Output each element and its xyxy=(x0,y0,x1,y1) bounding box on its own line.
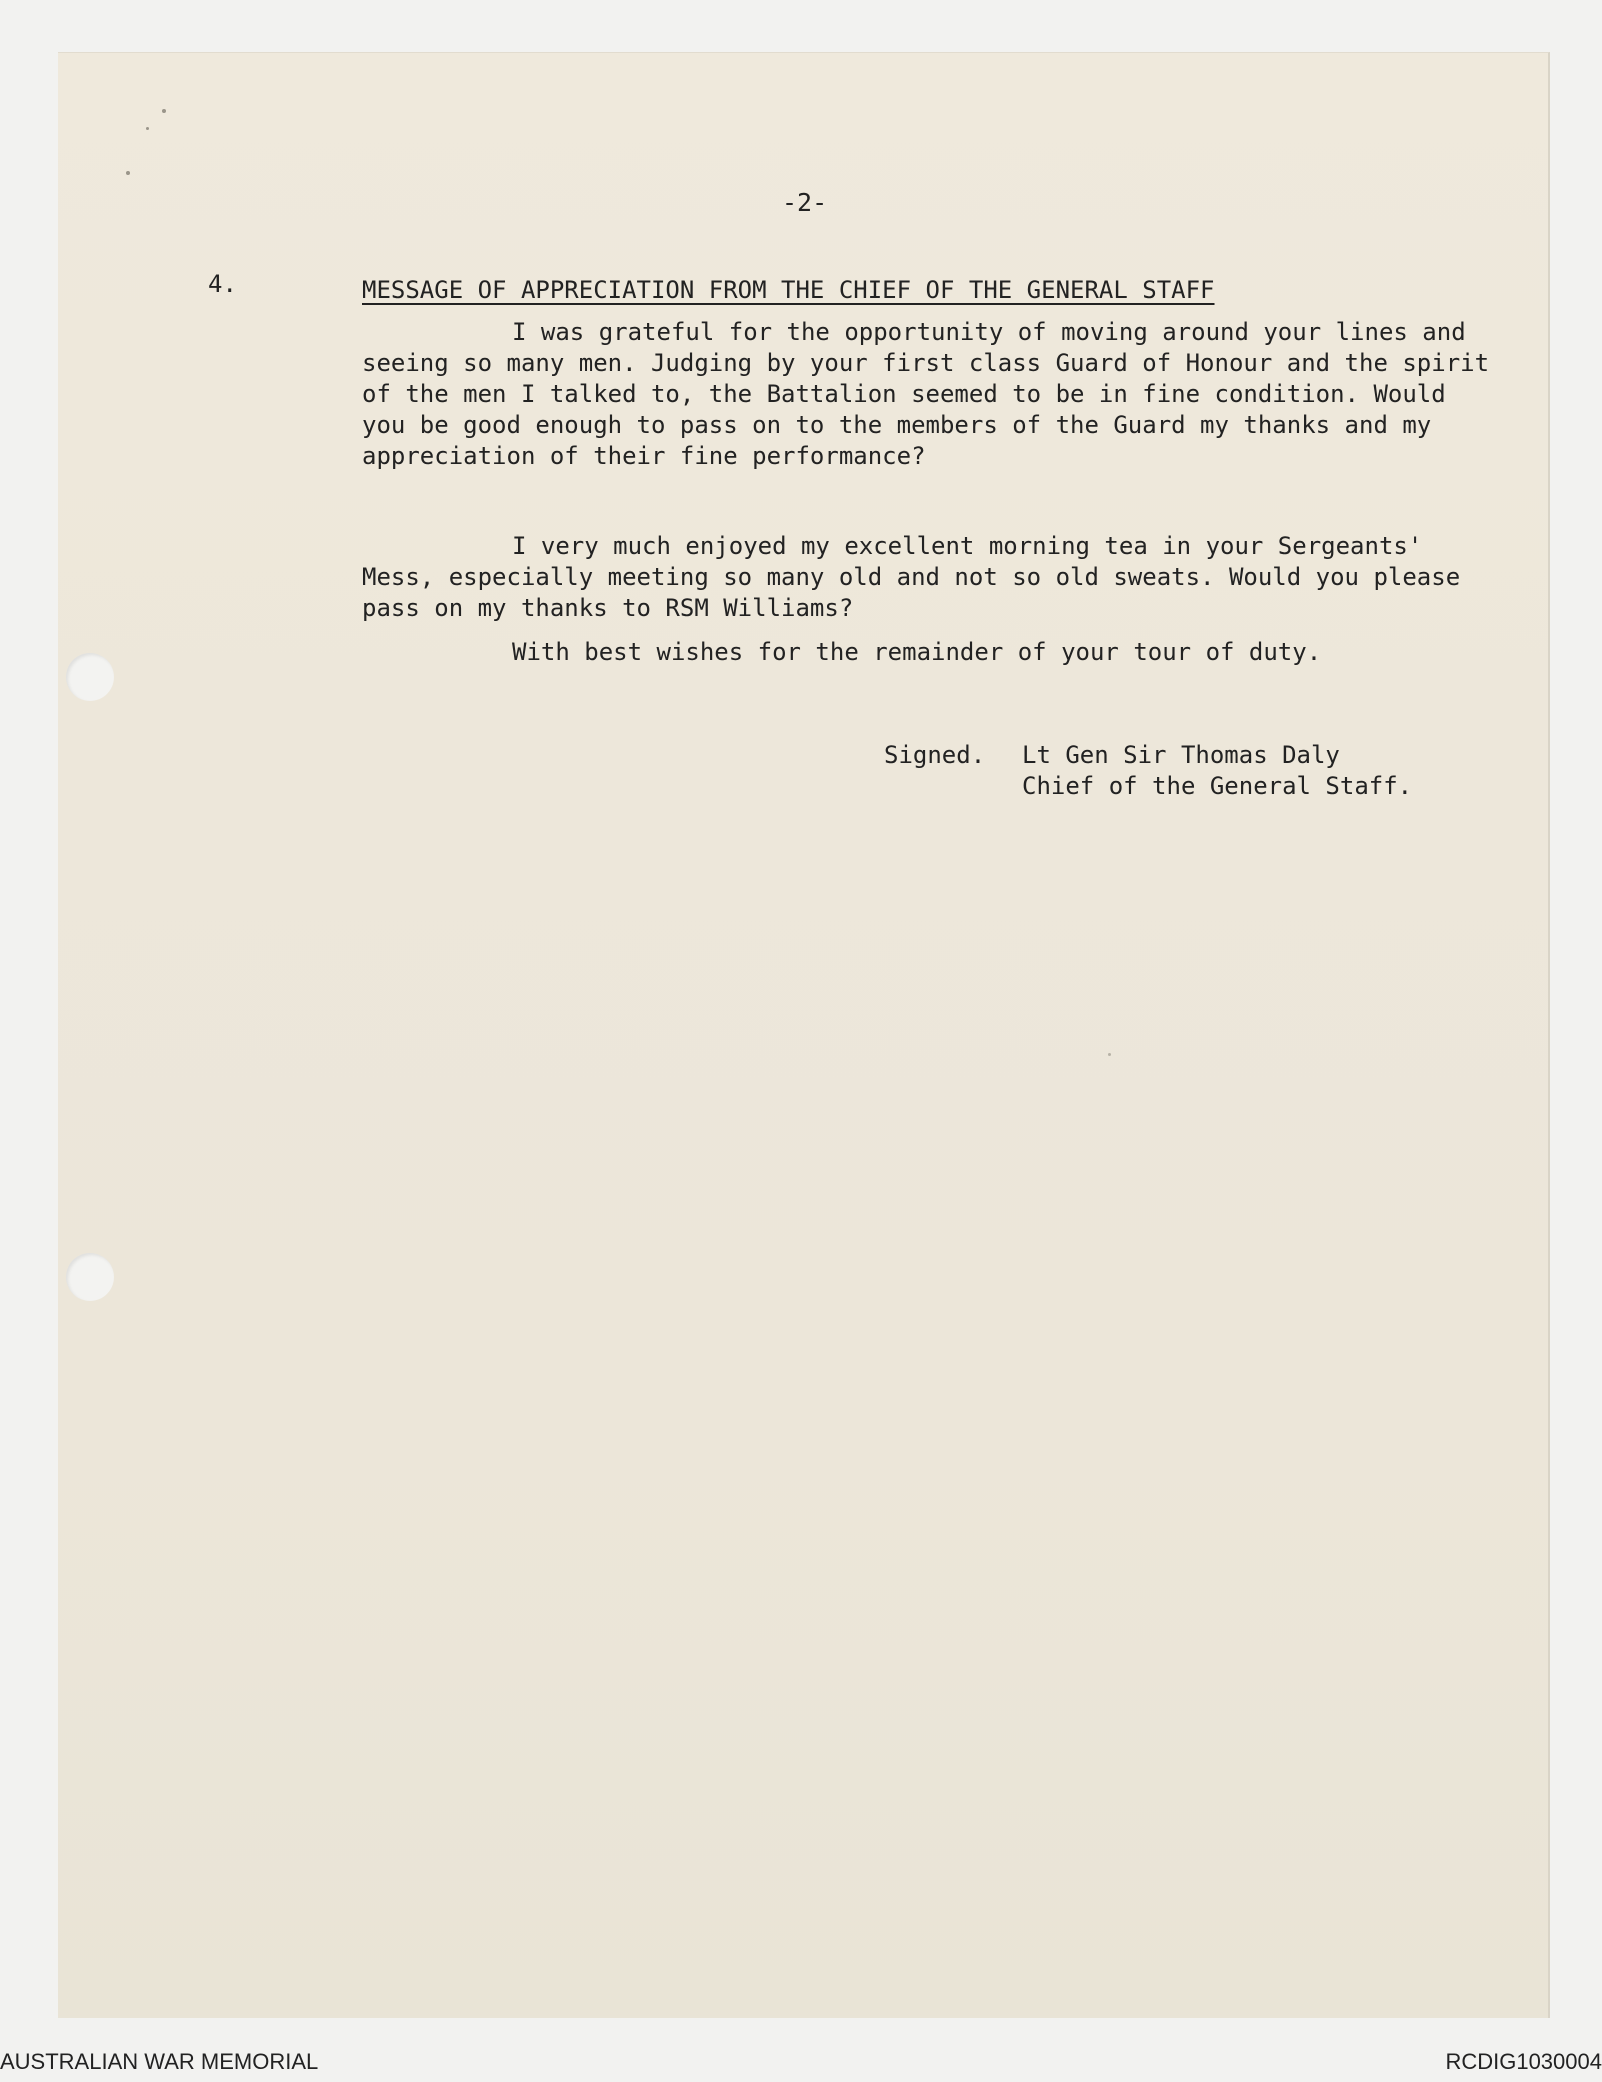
footer-archive-name: AUSTRALIAN WAR MEMORIAL xyxy=(0,2049,319,2074)
message-paragraph-2: I very much enjoyed my excellent morning tea in your Sergeants' Mess, especially meeting so many old and not so old sweats. Would you please pass on my thanks to RSM Williams? xyxy=(362,532,1461,622)
punch-hole-bottom xyxy=(66,1253,114,1301)
section-number: 4. xyxy=(208,270,237,298)
paper-speck xyxy=(1108,1053,1111,1056)
section-title: MESSAGE OF APPRECIATION FROM THE CHIEF OF THE GENERAL STAFF xyxy=(362,276,1215,304)
paper-speck xyxy=(126,171,130,175)
signature-title: Chief of the General Staff. xyxy=(1022,772,1413,800)
message-paragraph-3: With best wishes for the remainder of your tour of duty. xyxy=(512,638,1322,666)
signature-prefix: Signed. xyxy=(884,741,986,769)
punch-hole-top xyxy=(66,653,114,701)
document-page xyxy=(58,52,1550,2018)
footer-record-id: RCDIG1030004 xyxy=(1445,2049,1602,2074)
signature-name: Lt Gen Sir Thomas Daly xyxy=(1022,741,1340,769)
paper-speck xyxy=(146,127,149,130)
page-number: -2- xyxy=(782,188,828,217)
message-paragraph-1: I was grateful for the opportunity of moving around your lines and seeing so many men. Judging by your first class Guard of Honour and the spirit of the men I talked to, the Battalion seemed to be in fine condition. Would you be good enough to pass on to the members of the Guard my thanks and my appreciation of their fine performance? xyxy=(362,318,1490,470)
paper-speck xyxy=(162,109,166,113)
